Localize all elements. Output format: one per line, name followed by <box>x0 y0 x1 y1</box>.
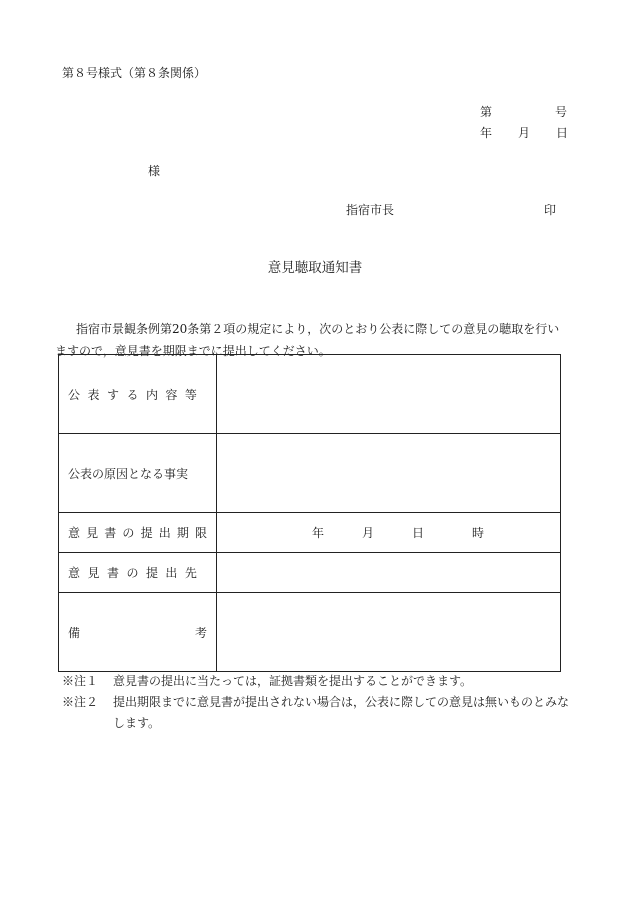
deadline-year: 年 <box>312 526 325 540</box>
label-char: 限 <box>194 526 207 540</box>
deadline-field[interactable] <box>217 513 561 553</box>
content-field[interactable] <box>217 355 561 434</box>
label-char: の <box>126 566 139 580</box>
document-number-suffix: 号 <box>555 105 568 119</box>
label-char: 表 <box>87 387 100 402</box>
table-row-deadline <box>59 513 561 553</box>
row-label-cause <box>59 434 217 513</box>
table-row-cause <box>59 434 561 513</box>
table-row-content <box>59 355 561 434</box>
label-char: 見 <box>87 566 100 580</box>
label-char: 意 <box>68 526 81 540</box>
label-char: る <box>126 387 139 402</box>
form-number: 第８号様式（第８条関係） <box>62 66 207 80</box>
document-number-prefix: 第 <box>480 105 493 119</box>
label-char: 期 <box>176 526 189 540</box>
row-label-deadline <box>59 513 217 553</box>
label-char: 提 <box>145 566 158 580</box>
table-row-destination <box>59 553 561 593</box>
label-char: 備 <box>68 625 81 640</box>
label-char: 等 <box>184 387 197 402</box>
deadline-month: 月 <box>362 526 375 540</box>
issue-date-month: 月 <box>518 126 531 140</box>
label-char: 提 <box>140 526 153 540</box>
row-label-destination <box>59 553 217 593</box>
issue-date-day: 日 <box>556 126 569 140</box>
body-paragraph: 指宿市景観条例第20条第２項の規定により，次のとおり公表に際しての意見の聴取を行いますので，意見書を期限までに提出してください。 <box>55 322 560 358</box>
issue-date-year: 年 <box>480 126 493 140</box>
note-label: ※注１ <box>62 674 99 688</box>
label-char: 出 <box>158 526 171 540</box>
label-char: の <box>122 526 135 540</box>
table-row-remarks <box>59 593 561 672</box>
notice-table <box>58 354 561 672</box>
row-label-remarks <box>59 593 217 672</box>
note-label: ※注２ <box>62 695 99 709</box>
document-title: 意見聴取通知書 <box>267 260 363 276</box>
label-text: 公表の原因となる事実 <box>68 466 189 481</box>
note-text: 提出期限までに意見書が提出されない場合は，公表に際しての意見は無いものとみなします。 <box>113 695 570 730</box>
note-item <box>62 692 573 734</box>
destination-field[interactable] <box>217 553 561 593</box>
note-text: 意見書の提出に当たっては，証拠書類を提出することができます。 <box>113 674 473 688</box>
note-item <box>62 671 573 692</box>
seal-mark: 印 <box>544 203 557 217</box>
label-char: 先 <box>184 566 197 580</box>
sender-name: 指宿市長 <box>346 203 395 217</box>
label-char: 書 <box>104 526 117 540</box>
label-char: 意 <box>68 566 81 580</box>
notes-section <box>62 671 573 734</box>
label-char: 書 <box>106 566 119 580</box>
label-char: 容 <box>165 387 178 402</box>
label-char: 内 <box>145 387 158 402</box>
label-char: 出 <box>165 566 178 580</box>
deadline-hour: 時 <box>472 526 485 540</box>
remarks-field[interactable] <box>217 593 561 672</box>
cause-field[interactable] <box>217 434 561 513</box>
label-char: 公 <box>68 387 81 402</box>
deadline-day: 日 <box>412 526 425 540</box>
label-char: す <box>106 387 119 402</box>
label-char: 見 <box>86 526 99 540</box>
addressee-honorific: 様 <box>148 164 161 178</box>
label-char: 考 <box>194 625 207 640</box>
row-label-content <box>59 355 217 434</box>
